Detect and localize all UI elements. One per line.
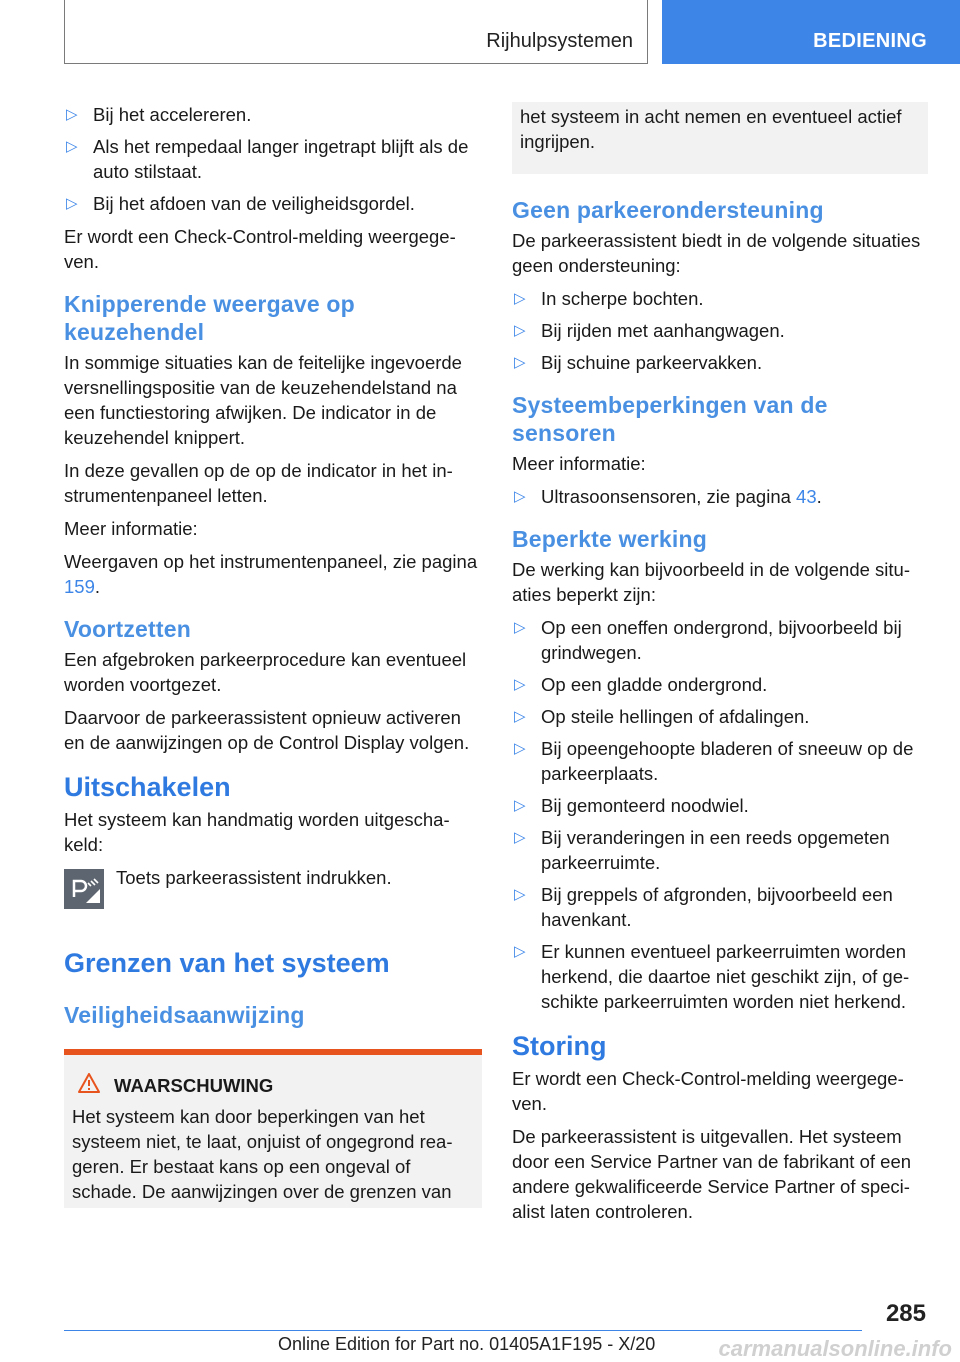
bullet-list-no-support: [512, 286, 928, 375]
header-tab-label: BEDIENING: [813, 30, 927, 52]
triangle-right-icon: ▷: [66, 106, 78, 123]
triangle-right-icon: ▷: [514, 708, 526, 725]
bullet-list-sensors: [512, 484, 928, 509]
triangle-right-icon: ▷: [514, 943, 526, 960]
triangle-right-icon: ▷: [514, 797, 526, 814]
triangle-right-icon: ▷: [514, 829, 526, 846]
triangle-right-icon: ▷: [514, 322, 526, 339]
list-item: ▷ Op een gladde ondergrond.: [514, 674, 768, 695]
list-item: ▷ Als het rempedaal langer ingetrapt blijft als de auto stilstaat.: [66, 136, 469, 182]
warning-box: [64, 1049, 482, 1208]
paragraph: Meer informatie:: [64, 518, 198, 539]
list-item: ▷ Op een oneffen ondergrond, bijvoorbeeld bij grindwegen.: [514, 617, 902, 663]
warning-text: Het systeem kan door beperkingen van het systeem niet, te laat, onjuist of ongegrond reageren. Er bestaat kans op een ongeval of schade. De aanwijzingen over de grenzen van: [72, 1106, 453, 1202]
paragraph: Er wordt een Check-Control-melding weergegeven.: [512, 1068, 904, 1114]
list-item: ▷ Ultrasoonsensoren, zie pagina 43.: [514, 486, 822, 507]
triangle-right-icon: ▷: [514, 676, 526, 693]
bullet-list-brake: [64, 102, 482, 216]
list-item: ▷ Bij het accelereren.: [66, 104, 252, 125]
watermark: carmanualsonline.info: [718, 1336, 952, 1361]
bullet-list-limited: [512, 615, 928, 1014]
header-section-box: [64, 0, 648, 64]
list-item: ▷ Bij het afdoen van de veiligheidsgordel.: [66, 193, 415, 214]
list-item: ▷ Bij gemonteerd noodwiel.: [514, 795, 749, 816]
right-column: [512, 102, 928, 1232]
list-item: ▷ Er kunnen eventueel parkeerruimten worden herkend, die daartoe niet geschikt zijn, of geschikte parkeerruimten worden niet herkend.: [514, 941, 910, 1012]
paragraph: Meer informatie:: [512, 453, 646, 474]
paragraph: In deze gevallen op de op de indicator in het instrumentenpaneel letten.: [64, 460, 453, 506]
triangle-right-icon: ▷: [514, 886, 526, 903]
list-item: ▷ In scherpe bochten.: [514, 288, 704, 309]
triangle-right-icon: ▷: [514, 290, 526, 307]
heading-veiligheidsaanwijzing: Veiligheidsaanwijzing: [64, 1002, 305, 1028]
list-item: ▷ Bij greppels of afgronden, bijvoorbeeld een havenkant.: [514, 884, 893, 930]
triangle-right-icon: ▷: [514, 619, 526, 636]
warning-triangle-icon: [78, 1073, 100, 1098]
paragraph: De werking kan bijvoorbeeld in de volgende situaties beperkt zijn:: [512, 559, 910, 605]
page-link-159[interactable]: 159: [64, 576, 95, 597]
triangle-right-icon: ▷: [514, 740, 526, 757]
triangle-right-icon: ▷: [66, 195, 78, 212]
footer-edition: Online Edition for Part no. 01405A1F195 - X/20: [278, 1334, 656, 1354]
park-assist-button-icon: [64, 869, 104, 909]
paragraph: Het systeem kan handmatig worden uitgeschakeld:: [64, 809, 450, 855]
paragraph: In sommige situaties kan de feitelijke ingevoerde versnellingspositie van de keuzehendelstand na een functiestoring afwijken. De indicator in de keuzehendel knippert.: [64, 352, 462, 448]
warning-text-continued: het systeem in acht nemen en eventueel actief ingrijpen.: [520, 106, 902, 152]
header-section-title: Rijhulpsystemen: [486, 30, 633, 52]
heading-grenzen-van-het-systeem: Grenzen van het systeem: [64, 948, 390, 978]
heading-geen-parkeerondersteuning: Geen parkeerondersteuning: [512, 197, 824, 223]
heading-uitschakelen: Uitschakelen: [64, 772, 231, 802]
footer-divider: [64, 1330, 862, 1331]
triangle-right-icon: ▷: [514, 488, 526, 505]
list-item: ▷ Bij opeengehoopte bladeren of sneeuw op de parkeerplaats.: [514, 738, 914, 784]
warning-box-continued: [512, 102, 928, 174]
warning-title: WAARSCHUWING: [72, 1073, 474, 1098]
heading-systeembeperkingen-sensoren: Systeembeperkingen van de sensoren: [512, 392, 828, 446]
paragraph: Toets parkeerassistent indrukken.: [116, 867, 392, 888]
paragraph: Er wordt een Check-Control-melding weergegeven.: [64, 226, 456, 272]
header-tab[interactable]: [662, 0, 960, 64]
triangle-right-icon: ▷: [514, 354, 526, 371]
paragraph: Daarvoor de parkeerassistent opnieuw activeren en de aanwijzingen op de Control Display volgen.: [64, 707, 470, 753]
heading-storing: Storing: [512, 1031, 607, 1061]
heading-voortzetten: Voortzetten: [64, 616, 191, 642]
park-assist-instruction: [64, 865, 482, 911]
heading-knipperende-weergave: Knipperende weergave op keuzehendel: [64, 291, 355, 345]
paragraph: Een afgebroken parkeerprocedure kan eventueel worden voortgezet.: [64, 649, 467, 695]
left-column: [64, 102, 482, 1208]
list-item: ▷ Op steile hellingen of afdalingen.: [514, 706, 810, 727]
paragraph: De parkeerassistent is uitgevallen. Het systeem door een Service Partner van de fabrikant of een andere gekwalificeerde Service Partner of specialist laten controleren.: [512, 1126, 912, 1222]
paragraph: De parkeerassistent biedt in de volgende situaties geen ondersteuning:: [512, 230, 921, 276]
paragraph-with-link: Weergaven op het instrumentenpaneel, zie pagina 159.: [64, 551, 478, 597]
heading-beperkte-werking: Beperkte werking: [512, 526, 707, 552]
page-number: 285: [885, 1300, 926, 1327]
page-link-43[interactable]: 43: [796, 486, 817, 507]
list-item: ▷ Bij rijden met aanhangwagen.: [514, 320, 785, 341]
list-item: ▷ Bij schuine parkeervakken.: [514, 352, 763, 373]
list-item: ▷ Bij veranderingen in een reeds opgemeten parkeerruimte.: [514, 827, 890, 873]
triangle-right-icon: ▷: [66, 138, 78, 155]
